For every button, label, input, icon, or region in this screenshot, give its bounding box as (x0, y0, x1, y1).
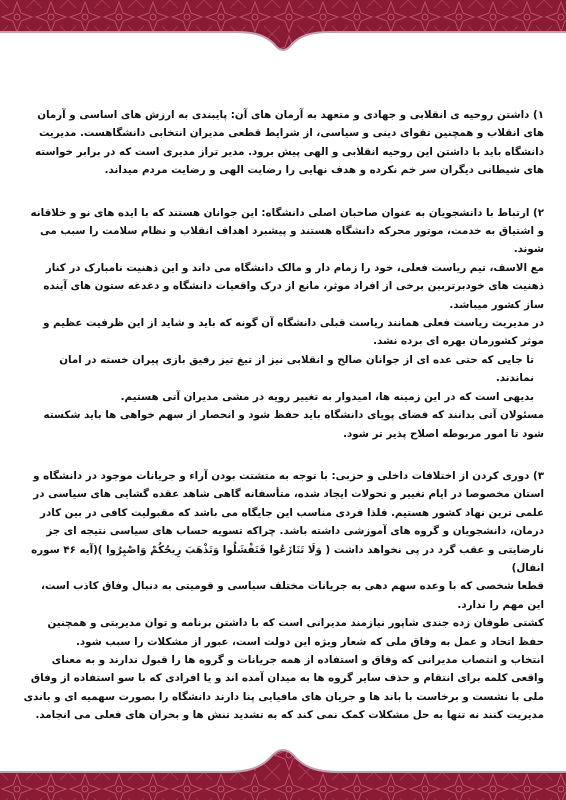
paragraph-1-text: ۱) داشتن روحیه ی انقلابی و جهادی و متعهد به آرمان های آن: پایبندی به ارزش های اساسی و آرمان های انقلاب و همچنین تقوای دینی و سیاسی، از شرایط قطعی مدیران انتخابی دانشگاهست. مدیریت دانشگاه باید با داشتن این روحیه انقلابی و الهی پیش برود. مدیر تراز مدیری است که در برابر خواسته های شیطانی دیگران سر خم نکرده و هدف نهایی را رضایت الهی و رضایت مردم میداند. (35, 109, 544, 177)
top-pattern-graphic (0, 0, 566, 72)
paragraph-3-line-1: ۳) دوری کردن از اختلافات داخلی و حزبی: با توجه به متشتت بودن آراء و جریانات موجود در دانشگاه و استان مخصوصا در ایام تغییر و تحولات ایجاد شده، متأسفانه گاهی شاهد عقده گشایی های سیاسی در علمی ترین نهاد کشور هستیم. فلذا فردی مناسب این جایگاه می باشد که مقبولیت کافی در بین کادر درمان، دانشجویان و گروه های آموزشی داشته باشد. چراکه تسویه حساب های سیاسی نتیجه ای جز نارضایتی و عقب گرد در پی نخواهد داشت ( وَلَا تَنَازَعُوا فَتَفْشَلُوا وَتَذْهَبَ رِيحُكُمْ وَاصْبِرُوا )(آیه ۴۶ سوره انفال) (31, 469, 544, 574)
paragraph-1 (22, 106, 544, 180)
paragraph-3-line-4: انتخاب و انتصاب مدیرانی که وفاق و استفاده از همه جریانات و گروه ها را قبول ندارند و به معنای واقعی کلمه برای انتقام و حذف سایر گروه ها به میدان آمده اند و یا افرادی که با سو استفاده از وفاق ملی با نشست و برخاست با باند ها و جریان های مافیایی پنا دارند دانشگاه را بصورت سهمیه ای و باندی مدیریت کنند نه تنها به حل مشکلات کمک نمی کند که به تشدید تنش ها و بحران های فعلی می انجامد. (23, 653, 544, 722)
paragraph-2 (22, 204, 544, 443)
paragraph-3 (22, 467, 544, 725)
paragraph-2-line-6: مسئولان آتی بدانند که فضای پویای دانشگاه باید حفظ شود و انحصار از سهم خواهی ها باید شکسته شود تا امور مربوطه اصلاح پذیر تر شود. (43, 409, 544, 440)
paragraph-2-line-4: تا جایی که حتی عده ای از جوانان صالح و انقلابی نیز از تیغ تیز رفیق بازی پیران خسته در امان نماندند. (59, 353, 534, 385)
paragraph-3-line-3: کشتی طوفان زده جندی شاپور نیازمند مدیرانی است که با داشتن برنامه و توان مدیربتی و همچنین حفظ اتحاد و عمل به وفاق ملی که شعار ویژه این دولت است، عبور از مشکلات را سبب شود. (47, 617, 544, 648)
document-body (22, 106, 544, 749)
paragraph-2-line-1: ۲) ارتباط با دانشجویان به عنوان صاحبان اصلی دانشگاه: این جوانان هستند که با ایده های نو و خلاقانه و اشتیاق به خدمت، موتور محرکه دانشگاه هستند و پیشبرد اهداف انقلاب و نظام سلامت را سبب می شوند. (30, 206, 544, 256)
bottom-pattern-graphic (0, 738, 566, 800)
top-decorative-band (0, 0, 566, 72)
bottom-decorative-band (0, 738, 566, 800)
paragraph-2-line-5: بدیهی است که در این زمینه ها، امیدوار به تغییر رویه در مشی مدیران آتی هستیم. (120, 390, 534, 403)
paragraph-3-line-2: قطعا شخصی که با وعده سهم دهی به جریانات مختلف سیاسی و قومیتی به دنبال وفاق کاذب است، این مهم را ندارد. (41, 580, 544, 611)
paragraph-2-line-2: مع الاسف، تیم ریاست فعلی، خود را زمام دار و مالک دانشگاه می داند و این ذهنیت نامبارک در کنار ذهنیت های خودبرتربین برخی از افراد موثر، مانع از درک واقعیات دانشگاه و دغدغه ستون های آینده ساز کشور میباشد. (43, 261, 544, 311)
paragraph-2-line-3: در مدیریت ریاست فعلی همانند ریاست قبلی دانشگاه آن گونه که باید و شاید از این ظرفیت عظیم و موثر کشورمان بهره ای برده نشد. (43, 317, 544, 348)
